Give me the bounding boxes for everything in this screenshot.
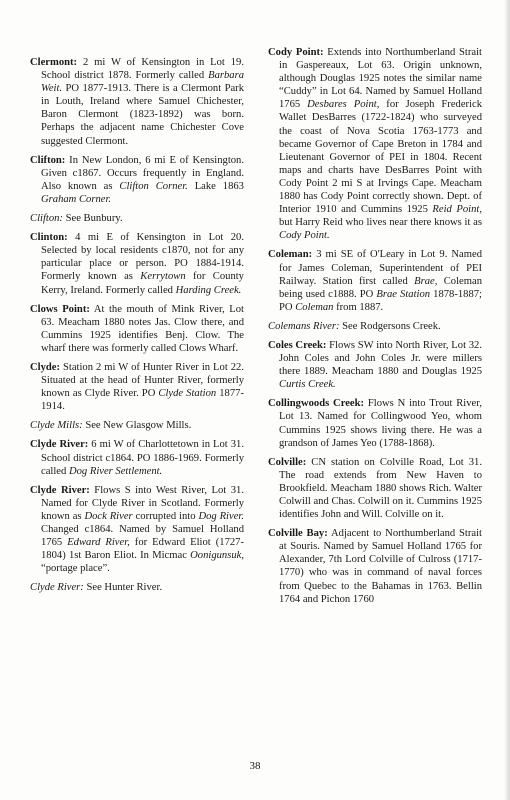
entry-text: Adjacent to Northumberland Strait at Souris. Named by Samuel Holland 1765 for Alexander, 7th Lord Colville of Culross (1717-1770) who was in command of naval forces from Quebec to the Bahamas in 1763. Bellin 1764 and Pichon 1760 — [279, 528, 482, 605]
entry-headword: Collingwoods Creek: — [268, 398, 365, 410]
italic-place-name: Edward River, — [67, 537, 130, 549]
entry-text: Coleman being used c1888. PO — [279, 275, 482, 300]
entry-text: Flows SW into North River, Lot 32. John Coles and John Coles Jr. were millers there 1889. Meacham 1880 and Douglas 1925 — [279, 339, 482, 378]
page-edge-shadow — [504, 0, 510, 800]
entry-headword: Coleman: — [268, 249, 313, 261]
entry-headword: Clyde River: — [30, 484, 90, 496]
gazetteer-entry — [268, 456, 482, 521]
italic-place-name: Desbares Point, — [307, 99, 380, 111]
entry-headword: Colville Bay: — [268, 528, 328, 540]
entry-headword: Clinton: — [30, 232, 68, 244]
entry-text: PO 1877-1913. There is a Clermont Park in Louth, Ireland where Samuel Chichester, Baron Clermont (1823-1892) was born. Perhaps the adjacent name Chichester Cove suggested Clermont. — [41, 83, 244, 147]
italic-place-name: Dog River Settlement. — [68, 465, 163, 477]
entry-text: Station 2 mi W of Hunter River in Lot 22. Situated at the head of Hunter River, formerly known as Clyde River. PO — [41, 361, 244, 400]
left-column — [30, 56, 244, 600]
italic-place-name: Brae Station — [376, 288, 431, 300]
entry-headword: Clermont: — [30, 57, 78, 68]
entry-text: In New London, 6 mi E of Kensington. Given c1867. Occurs frequently in England. Also known as — [41, 154, 244, 192]
italic-place-name: Coleman — [295, 301, 334, 313]
page-number: 38 — [249, 760, 261, 772]
cross-reference-entry — [30, 419, 244, 432]
right-column — [268, 46, 482, 612]
italic-place-name: Brae, — [414, 275, 438, 287]
entry-text: At the mouth of Mink River, Lot 63. Meacham 1880 notes Jas. Clow there, and Cummins 1925 identifies Benj. Clow. The wharf there was formerly called Clows Wharf. — [41, 303, 244, 354]
entry-headword: Cody Point: — [268, 47, 324, 58]
italic-place-name: Reid Point, — [432, 204, 482, 216]
entry-text: Lake 1863 — [187, 180, 244, 192]
gazetteer-entry — [30, 361, 244, 413]
italic-place-name: Clifton Corner. — [119, 180, 188, 192]
entry-text: 1878-1887; PO — [279, 288, 482, 313]
cross-reference-entry — [30, 212, 244, 225]
gazetteer-entry — [268, 248, 482, 313]
gazetteer-entry — [268, 527, 482, 606]
entry-text: but Harry Reid who lives near there knows it as — [279, 217, 482, 229]
gazetteer-entry — [30, 484, 244, 576]
entry-text: Extends into Northumberland Strait in Gaspereaux, Lot 63. Origin unknown, although Douglas 1925 notes the similar name “Cuddy” in Lot 64. Named by Samuel Holland 1765 — [279, 47, 482, 111]
entry-headword: Coles Creek: — [268, 339, 327, 351]
italic-place-name: Oonigunsuk, — [190, 550, 244, 562]
italic-place-name: Cody Point. — [279, 230, 330, 242]
gazetteer-entry — [30, 154, 244, 206]
gazetteer-entry — [268, 46, 482, 242]
gazetteer-entry — [268, 339, 482, 391]
cross-reference-entry — [268, 320, 482, 333]
entry-text: 1877-1914. — [41, 388, 244, 413]
entry-headword: Clyde River: — [30, 439, 89, 451]
entry-headword: Clifton: — [30, 154, 66, 166]
entry-text: Changed c1864. Named by Samuel Holland 1765 — [41, 524, 244, 549]
italic-place-name: Graham Corner. — [41, 193, 112, 205]
entry-headword: Clows Point: — [30, 303, 90, 315]
entry-headword: Clyde: — [30, 361, 61, 373]
entry-text: Flows N into Trout River, Lot 13. Named for Collingwood Yeo, whom Cummins 1925 shows living there. He was a grandson of James Yeo (1788-1868). — [279, 398, 482, 449]
entry-text: 6 mi W of Charlottetown in Lot 31. School district c1864. PO 1886-1969. Formerly called — [41, 439, 244, 477]
entry-text: See Hunter River. — [83, 582, 163, 594]
cross-reference-headword: Clyde Mills: — [30, 420, 83, 432]
italic-place-name: Clyde Station — [158, 388, 217, 400]
cross-reference-entry — [30, 581, 244, 594]
entry-text: See Rodgersons Creek. — [339, 320, 441, 332]
entry-text: 4 mi E of Kensington in Lot 20. Selected by local residents c1870, not for any particular place or person. PO 1884-1914. Formerly known as — [41, 232, 244, 283]
gazetteer-entry — [30, 56, 244, 148]
entry-headword: Colville: — [268, 456, 307, 468]
italic-place-name: Kerrytown — [140, 271, 186, 283]
gazetteer-entry — [268, 397, 482, 449]
entry-text: from 1887. — [333, 301, 384, 313]
italic-place-name: Barbara Weit. — [41, 70, 244, 95]
gazetteer-entry — [30, 231, 244, 296]
entry-text: 2 mi W of Kensington in Lot 19. School district 1878. Formerly called — [41, 57, 244, 82]
italic-place-name: Dock River — [84, 510, 133, 522]
entry-text: See Bunbury. — [62, 213, 123, 225]
gazetteer-entry — [30, 438, 244, 477]
entry-text: CN station on Colville Road, Lot 31. The road extends from New Haven to Brookfield. Meacham 1880 shows Rich. Walter Colwill and Chas. Colwill on it. Cummins 1925 identifies John and Will. Colville on it. — [279, 456, 482, 521]
entry-text: “portage place”. — [41, 563, 110, 575]
cross-reference-headword: Clifton: — [30, 213, 63, 225]
entry-text: for Joseph Frederick Wallet DesBarres (1722-1824) who surveyed the coast of Nova Scotia 1763-1773 and became Governor of Cape Breton in 1784 and Lieutenant Governor of PEI in 1804. Recent maps and charts have DesBarres Point with Cody Point 2 mi S at Irvings Cape. Meacham 1880 has Cody Point correctly shown. Dept. of Interior 1910 and Cummins 1925 — [279, 99, 482, 216]
entry-text: corrupted into — [132, 510, 199, 522]
cross-reference-headword: Clyde River: — [30, 582, 84, 594]
italic-place-name: Curtis Creek. — [279, 379, 336, 391]
gazetteer-entry — [30, 303, 244, 355]
entry-text: 3 mi SE of O'Leary in Lot 9. Named for James Coleman, Superintendent of PEI Railway. Station first called — [279, 249, 482, 287]
entry-text: for Edward Eliot (1727-1804) 1st Baron Eliot. In Micmac — [41, 537, 244, 562]
entry-text: See New Glasgow Mills. — [82, 420, 192, 432]
entry-text: for County Kerry, Ireland. Formerly called — [41, 271, 244, 296]
cross-reference-headword: Colemans River: — [268, 320, 340, 332]
entry-text: Flows S into West River, Lot 31. Named for Clyde River in Scotland. Formerly known as — [41, 484, 244, 522]
italic-place-name: Harding Creek. — [175, 284, 242, 296]
italic-place-name: Dog River. — [198, 510, 244, 522]
